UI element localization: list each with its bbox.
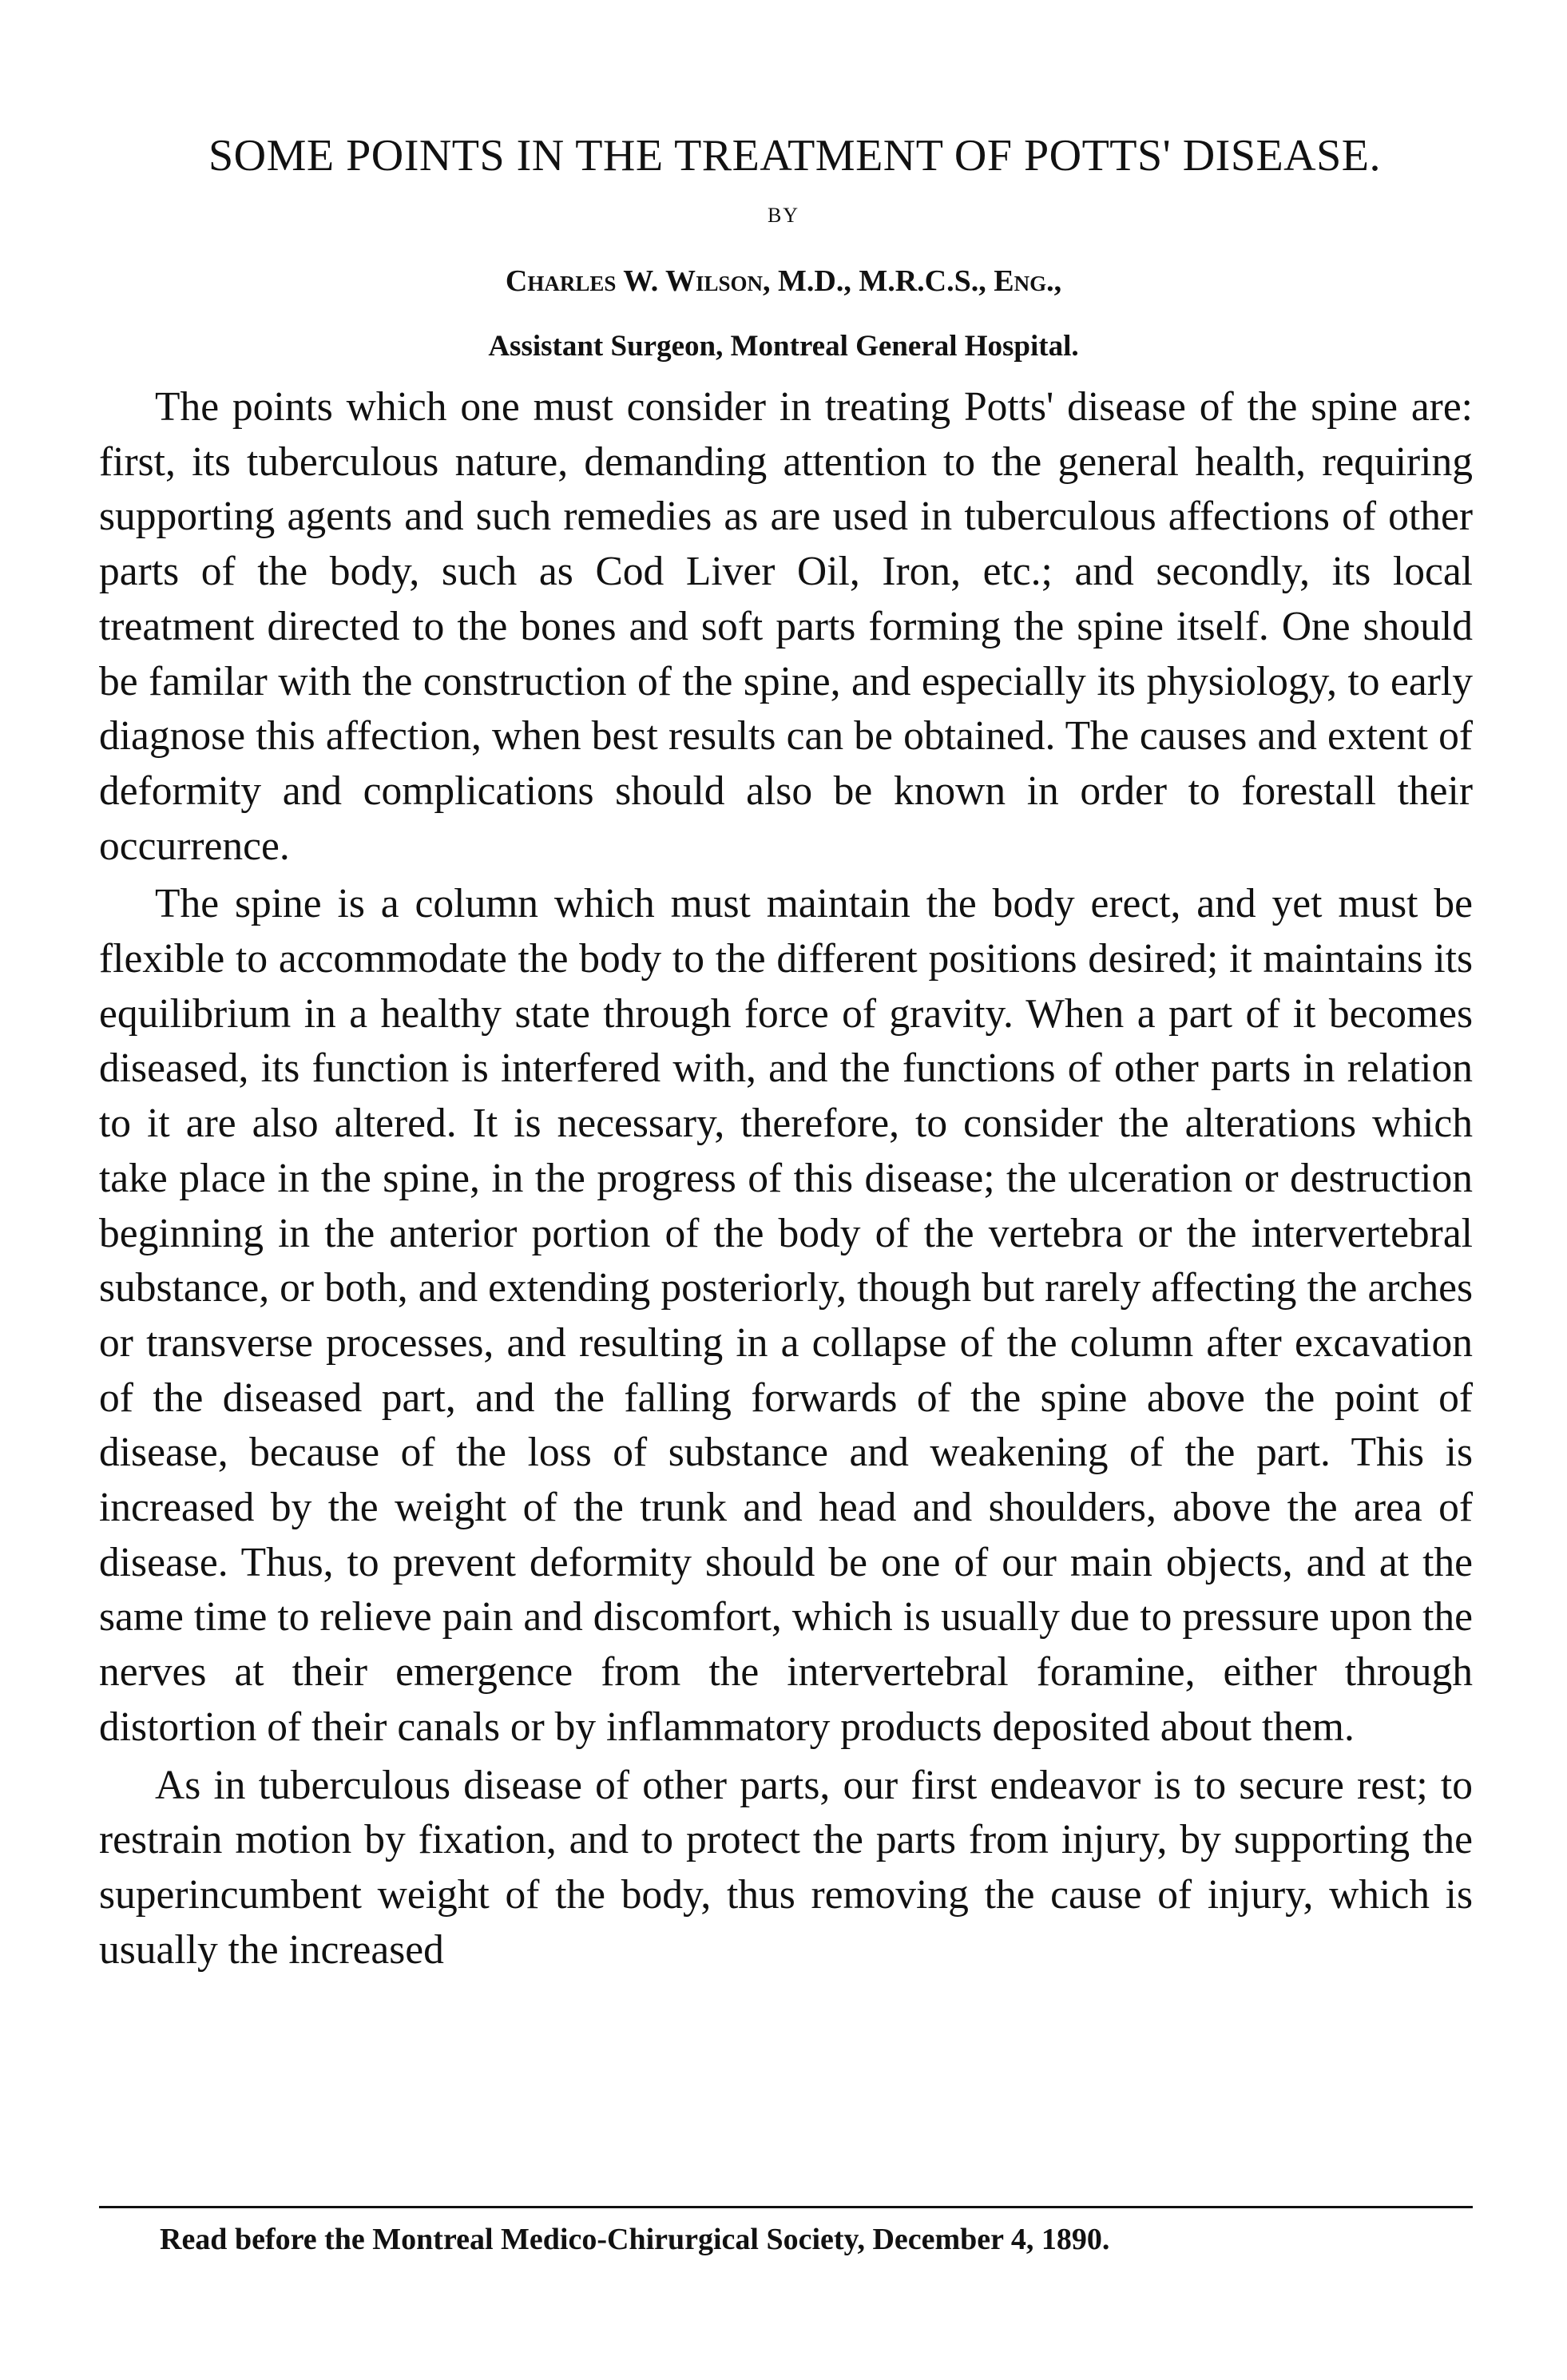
author-name <box>0 264 1567 299</box>
paragraph-2: The spine is a column which must maintain the body erect, and yet must be flexible to accommodate the body to the different positions desired; it maintains its equilibrium in a healthy state through force of gravity. When a part of it becomes diseased, its function is interfered with, and the functions of other parts in relation to it are also altered. It is necessary, therefore, to consider the alterations which take place in the spine, in the progress of this disease; the ulceration or destruction beginning in the anterior portion of the body of the vertebra or the intervertebral substance, or both, and extending posteriorly, though but rarely affecting the arches or transverse processes, and resulting in a collapse of the column after excavation of the diseased part, and the falling forwards of the spine above the point of disease, because of the loss of substance and weakening of the part. This is increased by the weight of the trunk and head and shoulders, above the area of disease. Thus, to prevent deformity should be one of our main objects, and at the same time to relieve pain and discomfort, which is usually due to pressure upon the nerves at their emergence from the intervertebral foramine, either through distortion of their canals or by inflammatory products deposited about them. <box>99 881 1473 1750</box>
paragraph-3: As in tuberculous disease of other parts, our first endeavor is to secure rest; to restrain motion by fixation, and to protect the parts from injury, by supporting the superincumbent weight of the body, thus removing the cause of injury, which is usually the increased <box>99 1762 1473 1973</box>
footnote-divider <box>99 2206 1473 2208</box>
article-title: SOME POINTS IN THE TREATMENT OF POTTS' DISEASE. <box>208 131 1381 180</box>
footnote: Read before the Montreal Medico-Chirurgical Society, December 4, 1890. <box>160 2223 1110 2256</box>
article-body <box>99 380 1473 1977</box>
byline: BY <box>767 204 800 227</box>
author-name-text: Charles W. Wilson, M.D., M.R.C.S., Eng., <box>505 264 1062 298</box>
author-affiliation: Assistant Surgeon, Montreal General Hospital. <box>488 330 1079 363</box>
paragraph-1: The points which one must consider in treating Potts' disease of the spine are: first, its tuberculous nature, demanding attention to the general health, requiring supporting agents and such remedies as are used in tuberculous affections of other parts of the body, such as Cod Liver Oil, Iron, etc.; and secondly, its local treatment directed to the bones and soft parts forming the spine itself. One should be familar with the construction of the spine, and especially its physiology, to early diagnose this affection, when best results can be obtained. The causes and extent of deformity and complications should also be known in order to forestall their occurrence. <box>99 384 1473 869</box>
